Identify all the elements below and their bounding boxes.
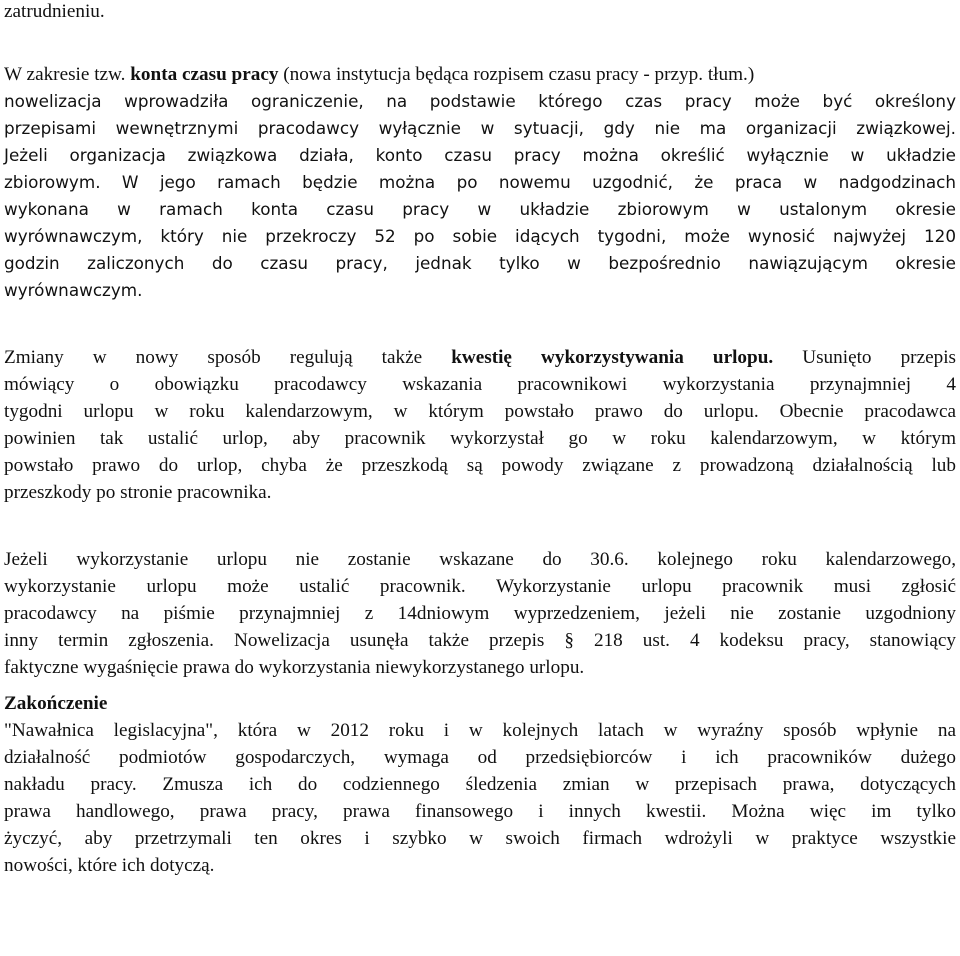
paragraph-leave-usage <box>4 344 956 506</box>
bold-term: kwestię wykorzystywania urlopu. <box>451 347 774 368</box>
section-heading <box>4 690 956 717</box>
paragraph-line: inny termin zgłoszenia. Nowelizacja usunęła także przepis § 218 ust. 4 kodeksu pracy, stanowiący <box>4 630 956 651</box>
paragraph-line: prawa handlowego, prawa pracy, prawa finansowego i innych kwestii. Można więc im tylko <box>4 801 956 822</box>
paragraph-work-time-account <box>4 61 956 304</box>
paragraph-line: powinien tak ustalić urlop, aby pracownik wykorzystał go w roku kalendarzowym, w którym <box>4 428 956 449</box>
paragraph-line <box>4 61 956 88</box>
paragraph-line: faktyczne wygaśnięcie prawa do wykorzystania niewykorzystanego urlopu. <box>4 657 585 678</box>
paragraph-line: nowelizacja wprowadziła ograniczenie, na podstawie którego czas pracy może być określony <box>4 91 956 111</box>
paragraph-line: przepisami wewnętrznymi pracodawcy wyłącznie w sytuacji, gdy nie ma organizacji związkowej. <box>4 118 956 138</box>
paragraph-line: wyrównawczym, który nie przekroczy 52 po sobie idących tygodni, może wynosić najwyżej 120 <box>4 226 956 246</box>
text-run: Zmiany w nowy sposób regulują także <box>4 347 452 368</box>
bold-term: konta czasu pracy <box>130 64 279 85</box>
fragment-line: zatrudnieniu. <box>4 1 105 22</box>
document-page <box>4 0 956 879</box>
heading-text: Zakończenie <box>4 693 108 714</box>
text-run: zbiorowym. <box>4 172 101 192</box>
paragraph-line: godzin zaliczonych do czasu pracy, jednak tylko w bezpośrednio nawiązującym okresie <box>4 253 956 273</box>
text-run: (nowa instytucja będąca rozpisem czasu pracy - przyp. tłum.) <box>278 64 755 85</box>
paragraph-line: wykonana w ramach konta czasu pracy w układzie zbiorowym w ustalonym okresie <box>4 199 956 219</box>
paragraph-line: Jeżeli wykorzystanie urlopu nie zostanie wskazane do 30.6. kolejnego roku kalendarzowego, <box>4 549 956 570</box>
text-run: Usunięto przepis <box>773 347 956 368</box>
paragraph-line: wyrównawczym. <box>4 280 143 300</box>
paragraph-line: wykorzystanie urlopu może ustalić pracownik. Wykorzystanie urlopu pracownik musi zgłosić <box>4 576 956 597</box>
paragraph-line: powstało prawo do urlop, chyba że przeszkodą są powody związane z prowadzoną działalnością lub <box>4 455 956 476</box>
text-run: W jego ramach będzie można po nowemu uzgodnić, że praca w nadgodzinach <box>100 172 956 192</box>
paragraph-line: pracodawcy na piśmie przynajmniej z 14dniowym wyprzedzeniem, jeżeli nie zostanie uzgodniony <box>4 603 956 624</box>
paragraph-line: Jeżeli organizacja związkowa działa, konto czasu pracy można określić wyłącznie w układzie <box>4 145 956 165</box>
text-run: W zakresie tzw. <box>4 64 131 85</box>
paragraph-line: "Nawałnica legislacyjna", która w 2012 roku i w kolejnych latach w wyraźny sposób wpłynie na <box>4 720 956 741</box>
paragraph-line: życzyć, aby przetrzymali ten okres i szybko w swoich firmach wdrożyli w praktyce wszystkie <box>4 828 956 849</box>
paragraph-line: tygodni urlopu w roku kalendarzowym, w którym powstało prawo do urlopu. Obecnie pracodawca <box>4 401 956 422</box>
paragraph-leave-deadline <box>4 546 956 681</box>
paragraph-line <box>4 169 956 196</box>
paragraph-line <box>4 344 956 371</box>
paragraph-line: przeszkody po stronie pracownika. <box>4 482 272 503</box>
paragraph-line: działalność podmiotów gospodarczych, wymaga od przedsiębiorców i ich pracowników dużego <box>4 747 956 768</box>
paragraph-line: nowości, które ich dotyczą. <box>4 855 215 876</box>
paragraph-line: mówiący o obowiązku pracodawcy wskazania pracownikowi wykorzystania przynajmniej 4 <box>4 374 956 395</box>
section-conclusion <box>4 690 956 879</box>
paragraph-line: nakładu pracy. Zmusza ich do codziennego śledzenia zmian w przepisach prawa, dotyczących <box>4 774 956 795</box>
